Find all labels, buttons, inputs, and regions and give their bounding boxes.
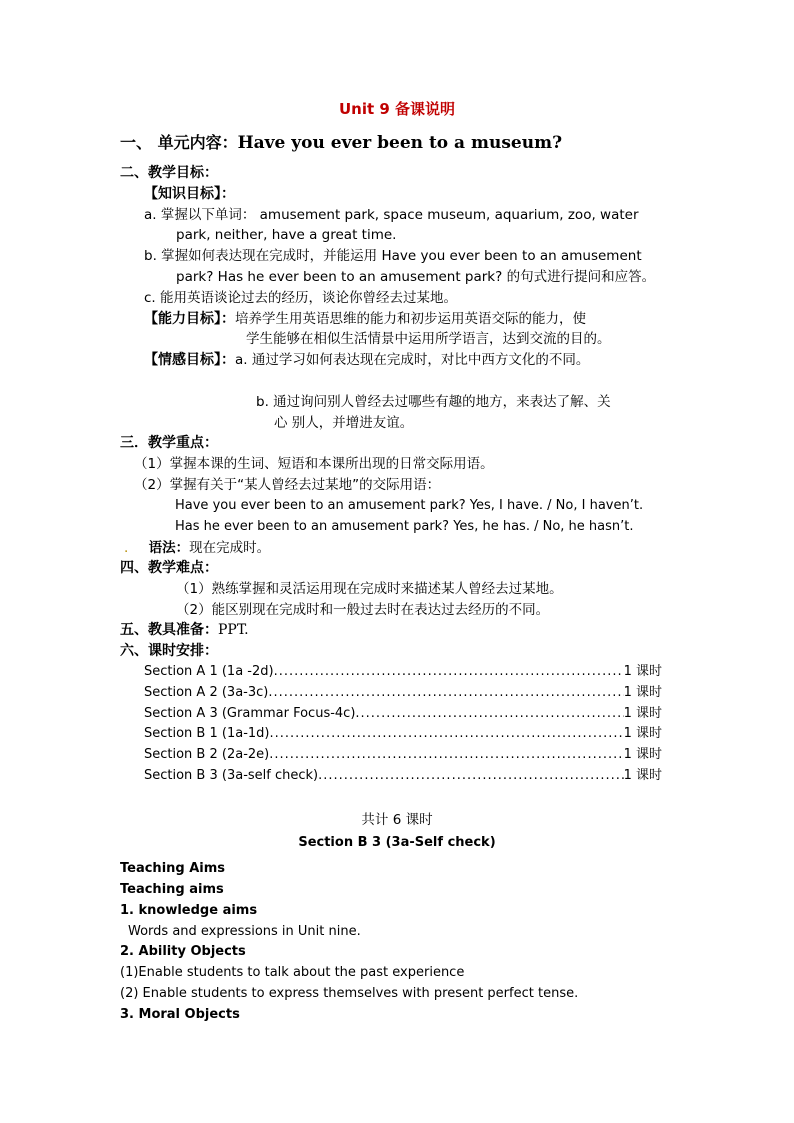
page-title: Unit 9 备课说明 bbox=[338, 100, 456, 118]
schedule-row-name: Section B 2 (2a-2e) bbox=[144, 747, 270, 762]
section-5-label: 五、教具准备： bbox=[120, 622, 218, 638]
schedule-row bbox=[144, 724, 662, 744]
difficulty-2: （2）能区别现在完成时和一般过去时在表达过去经历的不同。 bbox=[176, 602, 550, 618]
schedule-row-value: 1 课时 bbox=[623, 706, 662, 721]
ability-goal-label: 【能力目标】： bbox=[144, 311, 235, 327]
emotion-goal-a: a. 通过学习如何表达现在完成时，对比中西方文化的不同。 bbox=[235, 352, 590, 368]
teaching-aims-heading-2: Teaching aims bbox=[120, 882, 224, 897]
knowledge-item-c: c. 能用英语谈论过去的经历，谈论你曾经去过某地。 bbox=[144, 290, 458, 306]
emotion-goal-line-a bbox=[144, 351, 589, 369]
schedule-row bbox=[144, 662, 662, 682]
emotion-goal-b-line2: 心 别人，并增进友谊。 bbox=[274, 415, 414, 431]
emotion-goal-label: 【情感目标】： bbox=[144, 352, 235, 368]
knowledge-goal-label: 【知识目标】： bbox=[144, 186, 235, 202]
schedule-row-name: Section A 3 (Grammar Focus-4c) bbox=[144, 706, 356, 721]
schedule-row-value: 1 课时 bbox=[623, 685, 662, 700]
leader-dots bbox=[318, 766, 623, 786]
ability-goal-line2: 学生能够在相似生活情景中运用所学语言，达到交流的目的。 bbox=[246, 331, 611, 347]
schedule-row-value: 1 课时 bbox=[623, 726, 662, 741]
key-point-2: （2）掌握有关于“某人曾经去过某地”的交际用语： bbox=[134, 477, 441, 493]
teaching-aims-heading-1: Teaching Aims bbox=[120, 861, 226, 876]
schedule-row-value: 1 课时 bbox=[623, 768, 662, 783]
schedule-row-value: 1 课时 bbox=[623, 664, 662, 679]
leader-dots bbox=[274, 662, 624, 682]
list-dot-icon: . bbox=[124, 540, 129, 556]
ability-goal-line1 bbox=[144, 310, 586, 328]
knowledge-item-b-line2: park? Has he ever been to an amusement park? 的句式进行提问和应答。 bbox=[176, 269, 656, 285]
moral-objects-heading: 3. Moral Objects bbox=[120, 1007, 240, 1022]
section-6-heading: 六、课时安排： bbox=[120, 643, 218, 659]
section-5-heading bbox=[120, 621, 249, 639]
section-2-heading: 二、教学目标： bbox=[120, 165, 218, 181]
schedule-row bbox=[144, 745, 662, 765]
schedule-row bbox=[144, 704, 662, 724]
difficulty-1: （1）熟练掌握和灵活运用现在完成时来描述某人曾经去过某地。 bbox=[176, 581, 563, 597]
knowledge-item-a-line2: park, neither, have a great time. bbox=[176, 227, 397, 243]
emotion-goal-b-line1: b. 通过询问别人曾经去过哪些有趣的地方，来表达了解、关 bbox=[256, 394, 611, 410]
knowledge-item-a-line1: a. 掌握以下单词： amusement park, space museum, aquarium, zoo, water bbox=[144, 207, 639, 223]
section-4-heading: 四、教学难点： bbox=[120, 560, 218, 576]
knowledge-item-b-line1: b. 掌握如何表达现在完成时，并能运用 Have you ever been to an amusement bbox=[144, 248, 642, 264]
ability-objects-heading: 2. Ability Objects bbox=[120, 944, 246, 959]
section-3-heading: 三．教学重点： bbox=[120, 435, 218, 451]
knowledge-aims-heading: 1. knowledge aims bbox=[120, 903, 258, 918]
section-title: Section B 3 (3a-Self check) bbox=[298, 835, 496, 850]
leader-dots bbox=[355, 704, 623, 724]
leader-dots bbox=[269, 724, 623, 744]
section-1-label: 一、 单元内容： bbox=[120, 133, 238, 152]
ability-object-2: (2) Enable students to express themselves with present perfect tense. bbox=[120, 986, 579, 1001]
leader-dots bbox=[268, 683, 623, 703]
grammar-label: 语法： bbox=[148, 540, 190, 556]
knowledge-aims-text: Words and expressions in Unit nine. bbox=[128, 924, 361, 939]
ability-goal-text1: 培养学生用英语思维的能力和初步运用英语交际的能力，使 bbox=[235, 311, 586, 327]
key-point-grammar bbox=[124, 539, 270, 557]
grammar-text: 现在完成时。 bbox=[189, 540, 271, 556]
schedule-row-value: 1 课时 bbox=[623, 747, 662, 762]
schedule-row bbox=[144, 766, 662, 786]
ability-object-1: (1)Enable students to talk about the past experience bbox=[120, 965, 465, 980]
key-point-1: （1）掌握本课的生词、短语和本课所出现的日常交际用语。 bbox=[134, 456, 494, 472]
key-point-example-1: Have you ever been to an amusement park? Yes, I have. / No, I haven’t. bbox=[175, 498, 644, 513]
schedule-row-name: Section A 2 (3a-3c) bbox=[144, 685, 269, 700]
section-1-heading bbox=[120, 134, 562, 152]
section-1-content: Have you ever been to a museum? bbox=[237, 133, 563, 153]
schedule-row bbox=[144, 683, 662, 703]
schedule-row-name: Section B 1 (1a-1d) bbox=[144, 726, 270, 741]
section-5-content: PPT. bbox=[218, 622, 249, 638]
leader-dots bbox=[269, 745, 623, 765]
key-point-example-2: Has he ever been to an amusement park? Yes, he has. / No, he hasn’t. bbox=[175, 519, 634, 534]
schedule-row-name: Section B 3 (3a-self check) bbox=[144, 768, 319, 783]
schedule-total: 共计 6 课时 bbox=[361, 812, 433, 828]
schedule-row-name: Section A 1 (1a -2d) bbox=[144, 664, 274, 679]
